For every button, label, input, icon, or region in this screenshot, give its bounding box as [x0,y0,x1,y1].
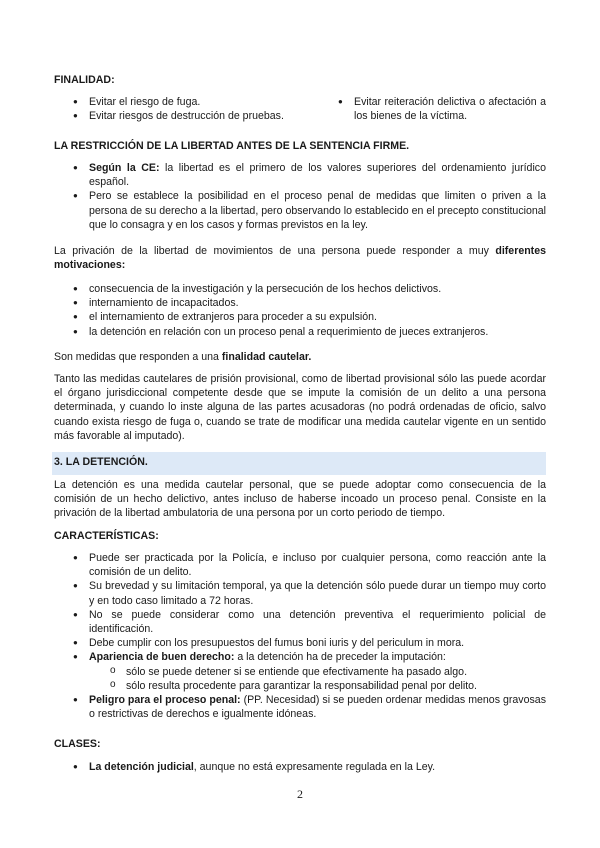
list-item: ● el internamiento de extranjeros para proceder a su expulsión. [54,310,546,324]
caracteristicas-heading: CARACTERÍSTICAS: [54,530,159,542]
sub-list-item: o sólo se puede detener si se entiende que efectivamente ha pasado algo. [54,665,546,679]
list-item: ● consecuencia de la investigación y la persecución de los hechos delictivos. [54,282,546,296]
clases-list [54,760,546,774]
restriccion-heading: LA RESTRICCIÓN DE LA LIBERTAD ANTES DE LA SENTENCIA FIRME. [54,140,410,152]
medidas-paragraph: Tanto las medidas cautelares de prisión provisional, como de libertad provisional sólo las puede acordar el órgano jurisdiccional competente desde que se impute la comisión de un delito a una persona determinada, y cuando lo inste alguna de las partes acusadoras (no podrá ordenadas de oficio, salvo cuando exista riesgo de fuga o, cuando se trate de modificar una medida cautelar vigente en un sentido más favorable al imputado). [54,373,546,442]
list-item: ● Peligro para el proceso penal: (PP. Necesidad) si se pueden ordenar medidas menos gravosas o restrictivas de derechos e igualmente idóneas. [54,693,546,721]
list-item: ● Evitar riesgos de destrucción de pruebas. [54,109,294,123]
detencion-intro: La detención es una medida cautelar personal, que se puede adoptar como consecuencia de la comisión de un hecho delictivo, antes incluso de haberse incoado un proceso penal. Consiste en la privación de la libertad ambulatoria de una persona por un corto periodo de tiempo. [54,479,546,520]
motivaciones-paragraph: La privación de la libertad de movimientos de una persona puede responder a muy diferentes motivaciones: [54,245,546,272]
finalidad-heading: FINALIDAD: [54,74,115,86]
list-item: ● Puede ser practicada por la Policía, e incluso por cualquier persona, como reacción ante la comisión de un delito. [54,551,546,579]
sub-list-item: o sólo resulta procedente para garantizar la responsabilidad penal por delito. [54,679,546,693]
list-item: ● Según la CE: la libertad es el primero de los valores superiores del ordenamiento jurídico español. [54,161,546,189]
list-item: ● Evitar reiteración delictiva o afectación a los bienes de la víctima. [319,95,546,123]
motivaciones-list [54,282,546,339]
list-item: ● No se puede considerar como una detención preventiva el requerimiento policial de identificación. [54,608,546,636]
clases-heading: CLASES: [54,738,101,750]
cautelar-paragraph: Son medidas que responden a una finalidad cautelar. [54,351,312,363]
list-item: ● Evitar el riesgo de fuga. [54,95,294,109]
caracteristicas-list [54,551,546,721]
list-item: ● Apariencia de buen derecho: a la detención ha de preceder la imputación: [54,650,546,664]
list-item: ● la detención en relación con un proceso penal a requerimiento de jueces extranjeros. [54,325,546,339]
detencion-heading: 3. LA DETENCIÓN. [54,456,148,468]
list-item: ● internamiento de incapacitados. [54,296,546,310]
page-number: 2 [297,787,303,801]
finalidad-left-list [54,95,294,123]
list-item: ● Debe cumplir con los presupuestos del fumus boni iuris y del periculum in mora. [54,636,546,650]
finalidad-right-list [319,95,546,123]
list-item: ● Pero se establece la posibilidad en el proceso penal de medidas que limiten o priven a la persona de su derecho a la libertad, pero observando lo establecido en el precepto constitucional que lo consagra y en los casos y formas previstos en la ley. [54,189,546,232]
restriccion-list [54,161,546,232]
list-item: ● Su brevedad y su limitación temporal, ya que la detención sólo puede durar un tiempo muy corto y en todo caso limitado a 72 horas. [54,579,546,607]
list-item: ● La detención judicial, aunque no está expresamente regulada en la Ley. [54,760,546,774]
